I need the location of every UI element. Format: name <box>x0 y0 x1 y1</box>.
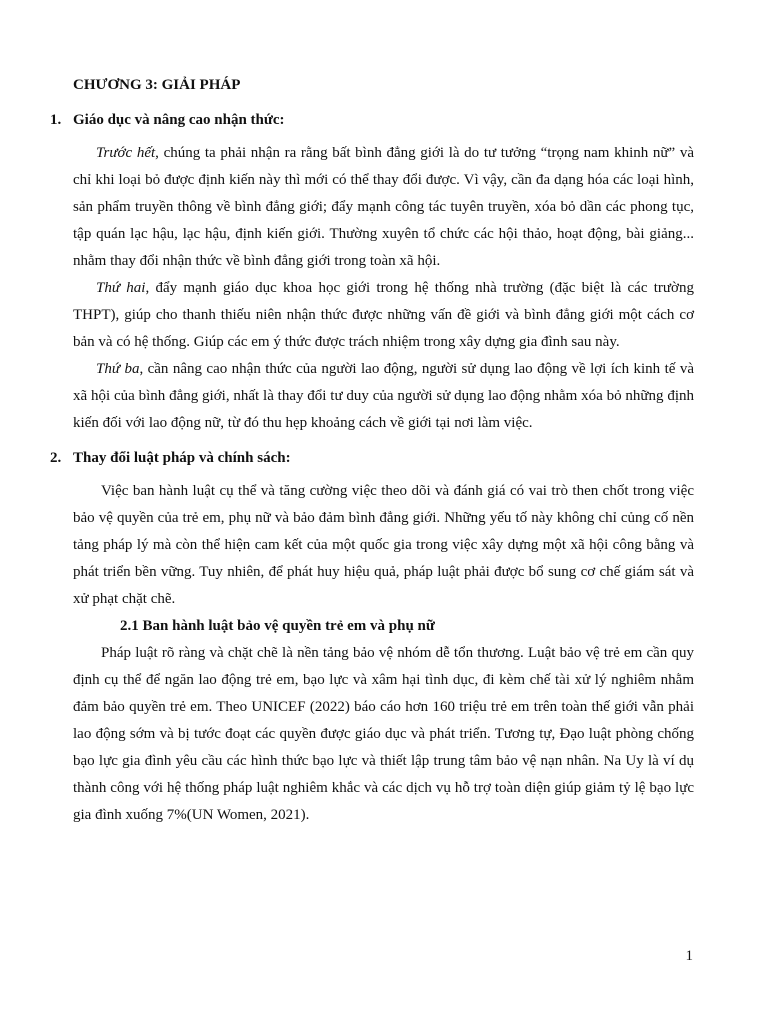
paragraph-first <box>73 140 694 275</box>
section-2-title: Thay đổi luật pháp và chính sách: <box>73 450 291 466</box>
paragraph-third-text: , cần nâng cao nhận thức của người lao động, người sử dụng lao động về lợi ích kinh tế và xã hội của bình đẳng giới, nhất là thay đổi tư duy của người sử dụng lao động nhằm xóa bỏ những định kiến đối với lao động nữ, từ đó thu hẹp khoảng cách về giới tại nơi làm việc. <box>73 361 694 431</box>
paragraph-third <box>73 356 694 437</box>
paragraph-first-lead: Trước hết <box>96 145 156 161</box>
paragraph-second <box>73 275 694 356</box>
section-1-number: 1. <box>50 112 62 128</box>
section-1-heading <box>50 107 694 134</box>
chapter-title: CHƯƠNG 3: GIẢI PHÁP <box>73 77 241 93</box>
paragraph-third-lead: Thứ ba <box>96 361 140 377</box>
paragraph-second-lead: Thứ hai <box>96 280 146 296</box>
page-content <box>50 72 694 829</box>
subsection-2-1-text: Pháp luật rõ ràng và chặt chẽ là nền tảng bảo vệ nhóm dễ tổn thương. Luật bảo vệ trẻ em cần quy định cụ thể để ngăn lao động trẻ em, bạo lực và xâm hại tình dục, đi kèm chế tài xử lý nghiêm nhằm đảm bảo quyền trẻ em. Theo UNICEF (2022) báo cáo hơn 160 triệu trẻ em trên toàn thế giới vẫn phải lao động sớm và bị tước đoạt các quyền được giáo dục và phát triển. Tương tự, Đạo luật phòng chống bạo lực gia đình yêu cầu các hình thức bạo lực và thiết lập trung tâm bảo vệ nạn nhân. Na Uy là ví dụ thành công với hệ thống pháp luật nghiêm khắc và các dịch vụ hỗ trợ toàn diện giúp giảm tỷ lệ bạo lực gia đình xuống 7%(UN Women, 2021). <box>73 645 694 823</box>
paragraph-first-text: , chúng ta phải nhận ra rằng bất bình đẳng giới là do tư tưởng “trọng nam khinh nữ” và chỉ khi loại bỏ được định kiến này thì mới có thể thay đổi được. Vì vậy, cần đa dạng hóa các loại hình, sản phẩm truyền thông về bình đẳng giới; đẩy mạnh công tác tuyên truyền, xóa bỏ dần các phong tục, tập quán lạc hậu, lạc hậu, định kiến giới. Thường xuyên tổ chức các hội thảo, hoạt động, bài giảng... nhằm thay đổi nhận thức về bình đẳng giới trong toàn xã hội. <box>73 145 694 269</box>
section-2-number: 2. <box>50 450 62 466</box>
section-1-title: Giáo dục và nâng cao nhận thức: <box>73 112 285 128</box>
section-2-heading <box>50 445 694 472</box>
page-number: 1 <box>685 948 693 964</box>
section-2-intro: Việc ban hành luật cụ thể và tăng cường việc theo dõi và đánh giá có vai trò then chốt trong việc bảo vệ quyền của trẻ em, phụ nữ và bảo đảm bình đẳng giới. Những yếu tố này không chỉ củng cố nền tảng pháp lý mà còn thể hiện cam kết của một quốc gia trong việc xây dựng một xã hội công bằng và phát triển bền vững. Tuy nhiên, để phát huy hiệu quả, pháp luật phải được bổ sung cơ chế giám sát và xử phạt chặt chẽ. <box>73 483 694 607</box>
subsection-2-1-title: 2.1 Ban hành luật bảo vệ quyền trẻ em và phụ nữ <box>120 618 435 634</box>
paragraph-second-text: , đẩy mạnh giáo dục khoa học giới trong hệ thống nhà trường (đặc biệt là các trường THPT), giúp cho thanh thiếu niên nhận thức được những vấn đề giới và bình đẳng giới một cách cơ bản và có hệ thống. Giúp các em ý thức được trách nhiệm trong xây dựng gia đình sau này. <box>73 280 694 350</box>
